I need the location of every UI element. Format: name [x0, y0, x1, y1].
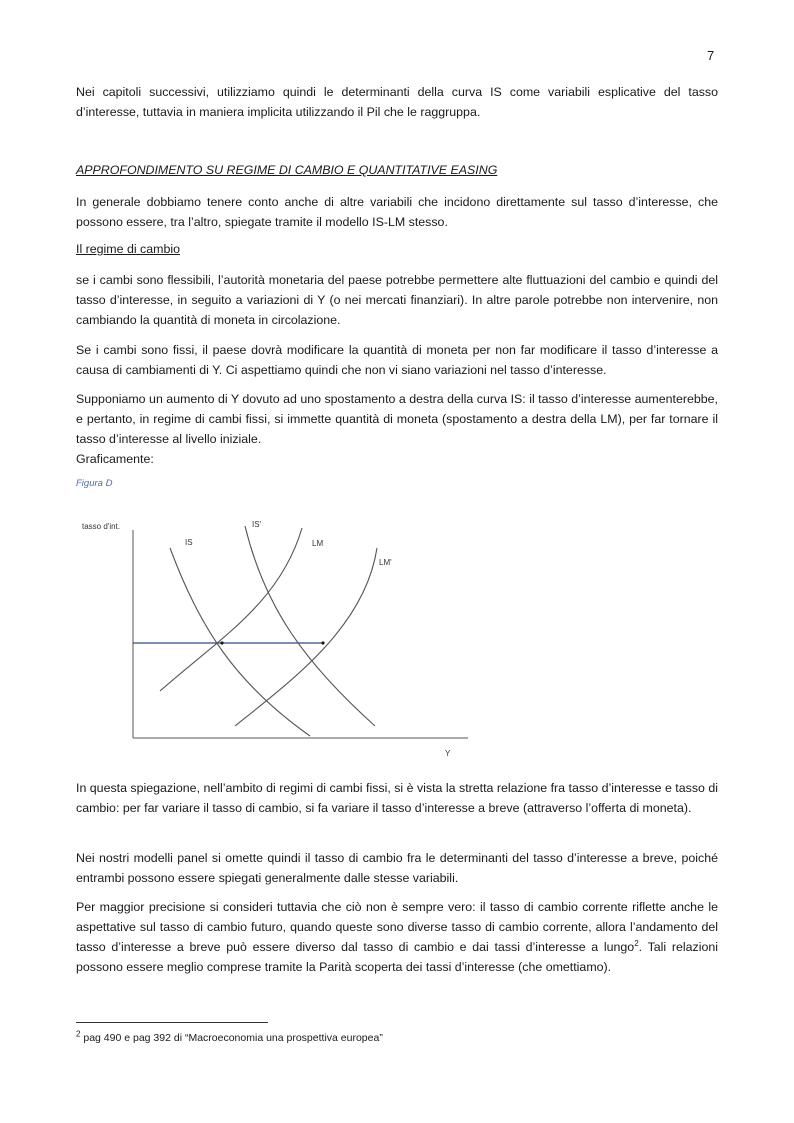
paragraph-flexible-rates: se i cambi sono flessibili, l’autorità monetaria del paese potrebbe permettere alte fluttuazioni del cambio e quindi del tasso d’interesse, in seguito a variazioni di Y (o nei mercati finanziari). In altre parole potrebbe non intervenire, non cambiando la quantità di moneta in circolazione. — [76, 273, 718, 327]
paragraph-panel: Nei nostri modelli panel si omette quindi il tasso di cambio fra le determinanti del tasso d’interesse a breve, poiché entrambi possono essere spiegati generalmente dalle stesse variabili. — [76, 851, 718, 885]
lm-shifted-label: LM' — [379, 558, 392, 567]
paragraph-suppose: Supponiamo un aumento di Y dovuto ad uno spostamento a destra della curva IS: il tasso d’interesse aumenterebbe, e pertanto, in regime di cambi fissi, si immette quantità di moneta (spostamento a destra della LM), per far tornare il tasso d’interesse al livello iniziale. — [76, 392, 718, 446]
equilibrium-point-final — [321, 641, 324, 644]
x-axis-label: Y — [445, 749, 451, 758]
lm-shifted-curve — [235, 548, 377, 726]
footnote-text: pag 490 e pag 392 di “Macroeconomia una prospettiva europea” — [80, 1032, 383, 1044]
is-label: IS — [185, 538, 193, 547]
precision-text-after: . Tali relazioni possono essere meglio comprese tramite la Parità scoperta dei tassi d’interesse (che omettiamo). — [76, 940, 719, 974]
footnote — [76, 1029, 383, 1044]
is-curve — [170, 548, 310, 736]
footnote-reference[interactable]: 2 — [634, 938, 639, 948]
footnote-mark: 2 — [76, 1029, 81, 1039]
paragraph-intro: Nei capitoli successivi, utilizziamo quindi le determinanti della curva IS come variabili esplicative del tasso d’interesse, tuttavia in maniera implicita utilizzando il Pil che le raggruppa. — [76, 85, 718, 119]
y-axis-label: tasso d'int. — [82, 522, 120, 531]
paragraph-graphically: Graficamente: — [76, 452, 154, 466]
precision-text-before: Per maggior precisione si consideri tuttavia che ciò non è sempre vero: il tasso di cambio corrente riflette anche le aspettative sul tasso di cambio futuro, quando queste sono diverse tasso di cambio corrente, allora l’andamento del tasso d’interesse a breve può essere diverso dal tasso di cambio e dai tassi d’interesse a lungo — [76, 900, 718, 954]
page-number: 7 — [707, 48, 715, 63]
section-heading: APPROFONDIMENTO SU REGIME DI CAMBIO E QUANTITATIVE EASING — [76, 163, 498, 177]
figure-caption: Figura D — [76, 478, 113, 489]
paragraph-general: In generale dobbiamo tenere conto anche di altre variabili che incidono direttamente sul tasso d’interesse, che possono essere, tra l’altro, spiegate tramite il modello IS-LM stesso. — [76, 195, 718, 229]
paragraph-explanation: In questa spiegazione, nell’ambito di regimi di cambi fissi, si è vista la stretta relazione fra tasso d’interesse e tasso di cambio: per far variare il tasso di cambio, si fa variare il tasso d’interesse a breve (attraverso l’offerta di moneta). — [76, 781, 718, 815]
lm-label: LM — [312, 539, 324, 548]
is-shifted-label: IS' — [252, 520, 262, 529]
footnote-separator — [76, 1022, 268, 1023]
is-shifted-curve — [245, 526, 375, 726]
equilibrium-point-initial — [220, 641, 223, 644]
lm-curve — [160, 528, 302, 691]
paragraph-precision — [76, 897, 718, 977]
is-lm-diagram — [70, 508, 480, 763]
paragraph-fixed-rates: Se i cambi sono fissi, il paese dovrà modificare la quantità di moneta per non far modificare il tasso d’interesse a causa di cambiamenti di Y. Ci aspettiamo quindi che non vi siano variazioni nel tasso d’interesse. — [76, 343, 718, 377]
subsection-heading: Il regime di cambio — [76, 242, 180, 256]
